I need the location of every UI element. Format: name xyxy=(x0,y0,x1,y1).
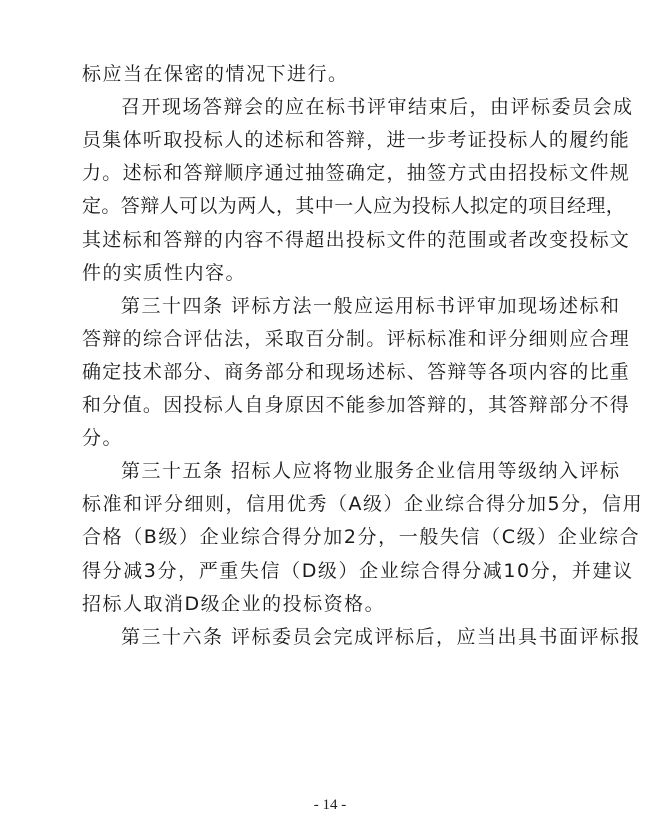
text-line: 件的实质性内容。 xyxy=(82,262,247,284)
text-line: 确定技术部分、商务部分和现场述标、答辩等各项内容的比重 xyxy=(82,361,631,383)
page-number: - 14 - xyxy=(313,797,347,813)
text-line: 标应当在保密的情况下进行。 xyxy=(82,63,349,85)
text-line: 标准和评分细则，信用优秀（A级）企业综合得分加5分，信用 xyxy=(82,493,644,515)
text-line: 和分值。因投标人自身原因不能参加答辩的，其答辩部分不得 xyxy=(82,394,631,416)
text-line: 招标人取消D级企业的投标资格。 xyxy=(82,593,386,615)
text-line: 分。 xyxy=(82,427,124,449)
text-line: 召开现场答辩会的应在标书评审结束后，由评标委员会成 xyxy=(121,96,634,118)
article-34-heading-line: 第三十四条 评标方法一般应运用标书评审加现场述标和 xyxy=(121,295,621,317)
text-line: 员集体听取投标人的述标和答辩，进一步考证投标人的履约能 xyxy=(82,129,631,151)
text-line: 得分减3分，严重失信（D级）企业综合得分减10分，并建议 xyxy=(82,560,634,582)
text-line: 合格（B级）企业综合得分加2分，一般失信（C级）企业综合 xyxy=(82,526,641,548)
article-35-heading-line: 第三十五条 招标人应将物业服务企业信用等级纳入评标 xyxy=(121,460,621,482)
text-line: 答辩的综合评估法，采取百分制。评标标准和评分细则应合理 xyxy=(82,328,631,350)
text-line: 其述标和答辩的内容不得超出投标文件的范围或者改变投标文 xyxy=(82,229,631,251)
text-line: 力。述标和答辩顺序通过抽签确定，抽签方式由招投标文件规 xyxy=(82,162,631,184)
text-line: 定。答辩人可以为两人，其中一人应为投标人拟定的项目经理， xyxy=(82,195,626,217)
article-36-heading-line: 第三十六条 评标委员会完成评标后，应当出具书面评标报 xyxy=(121,626,642,648)
